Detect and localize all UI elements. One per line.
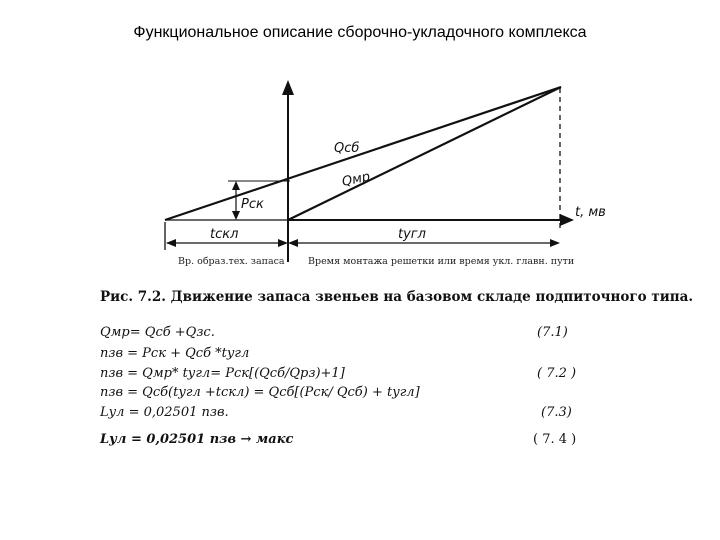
pck-label: Pск [241, 197, 264, 212]
qcb-label: Qcб [334, 141, 360, 156]
qmr-label: Qмр [340, 169, 372, 190]
equation-text: nзв = Qмр* tугл= Pск[(Qсб/Qрз)+1] [100, 366, 345, 381]
equation-text: Qмр= Qсб +Qзс. [100, 325, 215, 340]
equation-text: nзв = Pск + Qсб *tугл [100, 346, 250, 361]
vertical-axis-arrow [282, 80, 294, 95]
equation-text: nзв = Qсб(tугл +tскл) = Qсб[(Pск/ Qсб) + tугл] [100, 385, 420, 400]
equation-text: Lул = 0,02501 nзв → макс [100, 432, 294, 447]
tckl-arrow-right [278, 239, 288, 247]
pck-arrow-down [232, 211, 240, 220]
figure-caption: Рис. 7.2. Движение запаса звеньев на базовом складе подпиточного типа. [100, 289, 694, 305]
right-caption: Время монтажа решетки или время укл. главн. пути [308, 256, 575, 267]
time-axis-arrow [560, 214, 574, 226]
equation-number: (7.3) [541, 405, 572, 420]
qmr-line [288, 87, 561, 220]
pck-arrow-up [232, 181, 240, 190]
tckl-arrow-left [166, 239, 176, 247]
tckl-label: tскл [210, 227, 239, 242]
equation-text: Lул = 0,02501 nзв. [100, 405, 229, 420]
left-caption: Вр. образ.тех. запаса [178, 256, 285, 267]
equation-number: ( 7.2 ) [537, 366, 577, 381]
slide-title: Функциональное описание сборочно-укладочного комплекса [133, 24, 587, 41]
qcb-line [165, 87, 561, 220]
time-axis-label: t, мв [575, 205, 606, 220]
equation-number: (7.1) [537, 325, 568, 340]
equation-number: ( 7. 4 ) [533, 432, 577, 447]
tygl-arrow-left [288, 239, 298, 247]
tygl-arrow-right [550, 239, 560, 247]
tygl-label: tугл [398, 227, 426, 242]
